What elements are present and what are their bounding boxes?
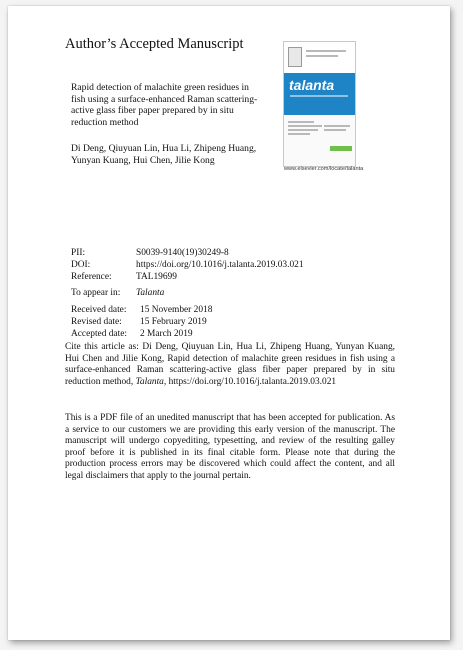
doi-label: DOI: [71,260,91,270]
citation-text: Cite this article as: Di Deng, Qiuyuan Lin, Hua Li, Zhipeng Huang, Yunyan Kuang, Hui Chen and Jilie Kong, Rapid detection of malachite green residues in fish using a surface-enhanced Raman scattering-active glass fiber paper prepared by in situ reduction method, [65,342,395,387]
cover-text-line [306,50,346,52]
article-authors: Di Deng, Qiuyuan Lin, Hua Li, Zhipeng Huang, Yunyan Kuang, Hui Chen, Jilie Kong [71,143,257,166]
revised-date-value: 15 February 2019 [140,317,207,327]
accepted-date-label: Accepted date: [71,329,127,339]
reference-label: Reference: [71,272,112,282]
revised-date-label: Revised date: [71,317,122,327]
cover-text-line [288,129,318,131]
pii-label: PII: [71,248,86,258]
pii-value: S0039-9140(19)30249-8 [136,248,229,258]
appear-in-value: Talanta [136,288,165,298]
cover-text-line [288,133,310,135]
unedited-manuscript-notice: This is a PDF file of an unedited manuscript that has been accepted for publication. As a service to our customers we are providing this early version of the manuscript. The manuscript will undergo copyediting, typesetting, and review of the resulting galley proof before it is published in its final citable form. Please note that during the production process errors may be discovered which could affect the content, and all legal disclaimers that apply to the journal pertain. [65,413,395,481]
cover-journal-name: talanta [289,77,335,93]
doi-value[interactable]: https://doi.org/10.1016/j.talanta.2019.03.021 [136,260,304,270]
cover-text-line [288,121,314,123]
received-date-value: 15 November 2018 [140,305,213,315]
cover-text-line [288,125,322,127]
citation-journal: Talanta, [135,376,167,387]
cover-text-line [324,125,350,127]
cover-subtitle-line [290,95,348,97]
cover-accent [330,146,352,151]
journal-cover-image [283,41,356,167]
publisher-logo-icon [288,47,302,67]
manuscript-page [8,6,450,640]
cover-band [284,73,355,115]
cover-text-line [306,55,338,57]
article-title: Rapid detection of malachite green residues in fish using a surface-enhanced Raman scattering-active glass fiber paper prepared by in situ reduction method [71,82,258,128]
citation-paragraph [65,342,395,388]
cover-header [284,42,355,73]
accepted-date-value: 2 March 2019 [140,329,193,339]
page-title: Author’s Accepted Manuscript [65,36,244,52]
journal-url: www.elsevier.com/locate/talanta [284,166,364,172]
cover-body [284,115,355,166]
citation-doi[interactable]: https://doi.org/10.1016/j.talanta.2019.03.021 [166,376,337,387]
cover-text-line [324,129,346,131]
received-date-label: Received date: [71,305,127,315]
appear-in-label: To appear in: [71,288,121,298]
reference-value: TAL19699 [136,272,177,282]
